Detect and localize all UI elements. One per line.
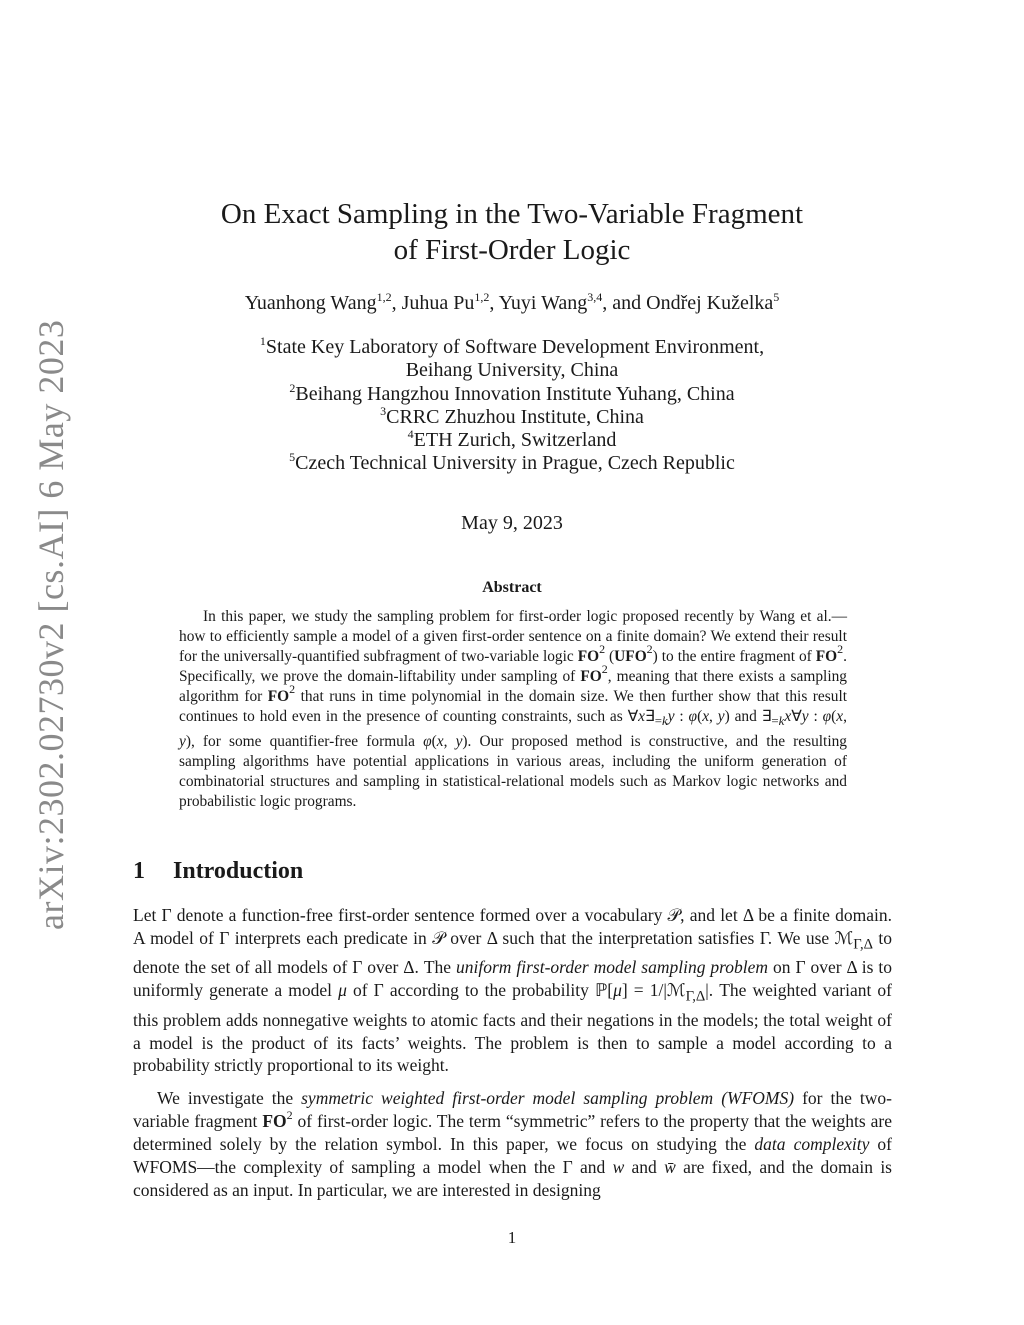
affiliation-text: CRRC Zhuzhou Institute, China xyxy=(386,405,644,428)
abstract-text: In this paper, we study the sampling problem for first-order logic proposed recently by Wang et al.—how to efficiently sample a model of a given first-order sentence on a finite domain? We extend their result for the universally-quantified subfragment of two-variable logic $FO^2$ (UFO$^2$) to the entire fragment of $FO^2$. Specifically, we prove the domain-liftability under sampling of $FO^2$, meaning that there exists a sampling algorithm for $FO^2$ that runs in time polynomial in the domain size. We then further show that this result continues to hold even in the presence of counting constraints, such as $\forall x\exists_{=k}y$ : φ(x, y) and $\exists_{=k}x\forall y$ : φ(x, y), for some quantifier-free formula φ(x, y). Our proposed method is constructive, and the resulting sampling algorithms have potential applications in various areas, including the uniform generation of combinatorial structures and sampling in statistical-relational models such as Markov logic networks and probabilistic logic programs. xyxy=(179,608,848,810)
affiliation-line xyxy=(150,336,874,359)
author-affiliation-marker: 5 xyxy=(773,290,780,304)
affiliation-marker: 4 xyxy=(407,427,414,442)
body-paragraph: Let Γ denote a function-free first-order sentence formed over a vocabulary 𝒫, and let Δ be a finite domain. A model of Γ interprets each predicate in 𝒫 over Δ such that the interpretation satisfies Γ. We use ℳ$_{\Gamma,\Delta}$ to denote the set of all models of Γ over Δ. The uniform first-order model sampling problem on Γ over Δ is to uniformly generate a model μ of Γ according to the probability ℙ[μ] = 1/|ℳ$_{\Gamma,\Delta}$|. The weighted variant of this problem adds nonnegative weights to atomic facts and their negations in the models; the total weight of a model is the product of its facts’ weights. The problem is then to sample a model according to a probability strictly proportional to its weight. xyxy=(133,905,892,1076)
author-name: Yuanhong Wang xyxy=(244,292,377,314)
author-affiliation-marker: 3,4 xyxy=(587,290,603,304)
arxiv-stamp: arXiv:2302.02730v2 [cs.AI] 6 May 2023 xyxy=(31,319,71,930)
title-line-1: On Exact Sampling in the Two-Variable Fragment xyxy=(220,198,804,230)
author-affiliation-marker: 1,2 xyxy=(474,290,490,304)
affiliation-line xyxy=(150,452,874,475)
affiliation-line xyxy=(150,429,874,452)
page-number: 1 xyxy=(507,1228,517,1247)
affiliation-marker: 2 xyxy=(289,380,296,395)
section-number: 1 xyxy=(133,858,145,884)
abstract-heading: Abstract xyxy=(482,579,542,596)
affiliation-text: State Key Laboratory of Software Development Environment, xyxy=(265,336,765,358)
affiliation-text: Beihang University, China xyxy=(405,359,619,382)
affiliation-marker: 5 xyxy=(289,450,296,465)
affiliation-list xyxy=(150,336,874,476)
section-heading xyxy=(133,858,303,885)
body-paragraph: We investigate the symmetric weighted first-order model sampling problem (WFOMS) for the two-variable fragment $FO^2$ of first-order logic. The term “symmetric” refers to the property that the weights are determined solely by the relation symbol. In this paper, we focus on studying the data complexity of WFOMS—the complexity of sampling a model when the Γ and w and w̄ are fixed, and the domain is considered as an input. In particular, we are interested in designing xyxy=(133,1088,893,1200)
section-title: Introduction xyxy=(173,858,304,884)
affiliation-text: ETH Zurich, Switzerland xyxy=(413,429,617,452)
paper-title xyxy=(150,196,874,268)
affiliation-text: Beihang Hangzhou Innovation Institute Yuhang, China xyxy=(295,382,735,405)
affiliation-marker: 3 xyxy=(380,403,387,418)
affiliation-line xyxy=(150,403,874,429)
author-name: Juhua Pu xyxy=(401,292,475,314)
paper-date: May 9, 2023 xyxy=(461,512,563,534)
affiliation-marker: 1 xyxy=(259,334,266,348)
author-name: Yuyi Wang xyxy=(498,292,588,314)
author-name: Ondřej Kuželka xyxy=(646,292,774,314)
affiliation-text: Czech Technical University in Prague, Czech Republic xyxy=(295,452,735,475)
author-list: Yuanhong Wang$^{1,2}$, Juhua Pu$^{1,2}$, Yuyi Wang$^{3,4}$, and Ondřej Kuželka$^5$ xyxy=(244,290,780,314)
title-line-2: of First-Order Logic xyxy=(393,234,631,266)
affiliation-line xyxy=(150,380,874,406)
author-affiliation-marker: 1,2 xyxy=(376,290,392,304)
affiliation-line xyxy=(150,359,874,382)
